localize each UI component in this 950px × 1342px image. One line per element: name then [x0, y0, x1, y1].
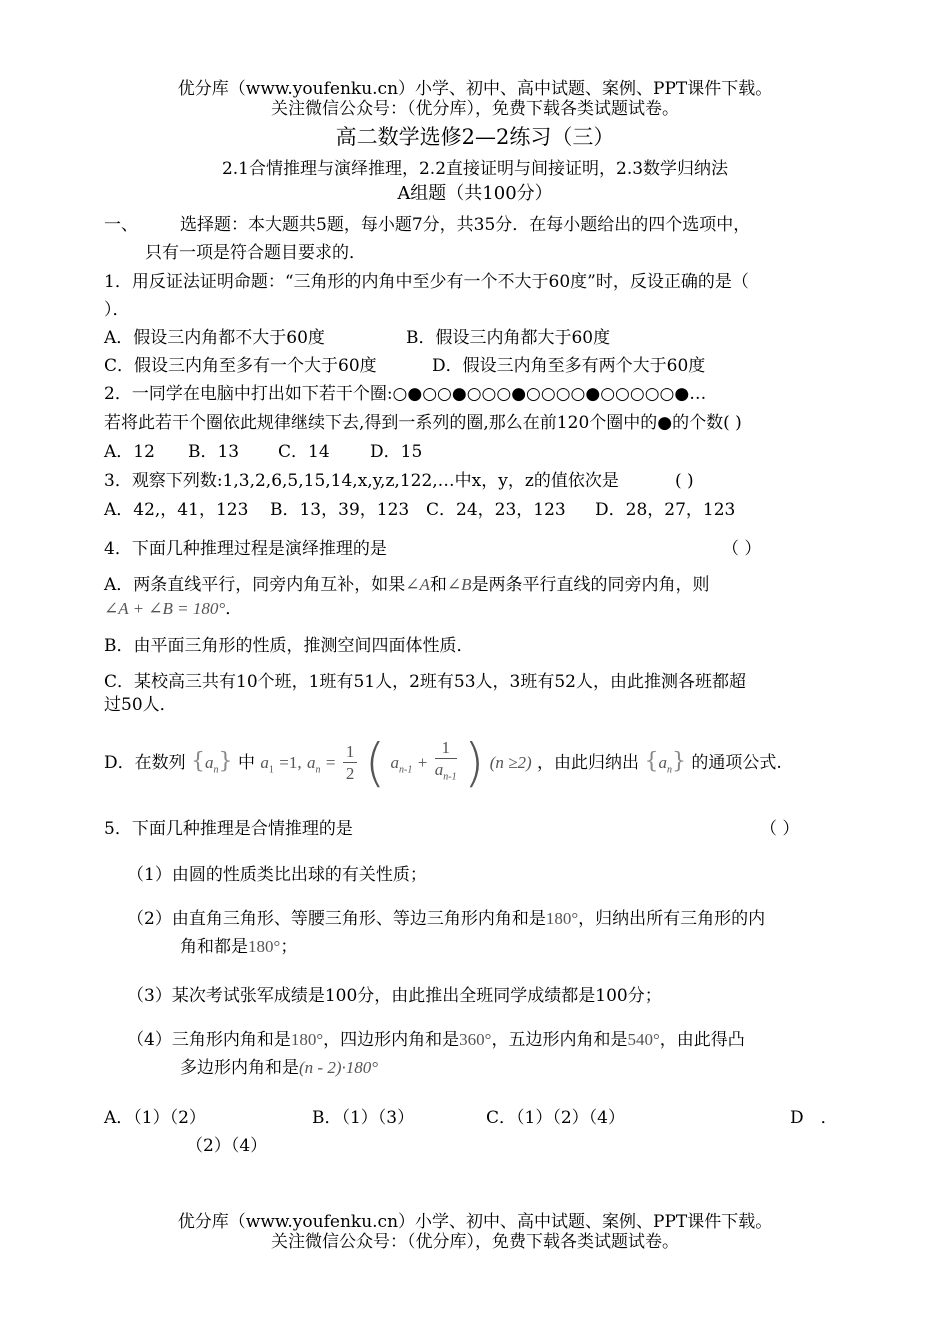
a1-symbol: a — [260, 753, 269, 772]
footer-line-1: 优分库（www.youfenku.cn）小学、初中、高中试题、案例、PPT课件下载。 — [177, 1212, 773, 1232]
seq-a: a — [205, 753, 214, 772]
q3-option-c: C．24，23，123 — [426, 500, 566, 520]
q4-option-c-line-2: 过50人． — [104, 695, 177, 715]
q5-item-4-line-1 — [127, 1029, 745, 1051]
q2-option-d: D．15 — [370, 442, 423, 462]
q5-item-2-text-d: ； — [280, 937, 298, 957]
q1-option-b: B．假设三内角都大于60度 — [406, 328, 611, 348]
q5-option-d-value: （2）（4） — [186, 1136, 268, 1156]
brace-open-icon-2: { — [644, 749, 659, 774]
q5-option-c: C．（1）（2）（4） — [486, 1108, 625, 1128]
q4-and: 和 — [429, 575, 447, 595]
deg-360: 360° — [459, 1030, 492, 1049]
brace-close-icon: } — [218, 749, 233, 774]
q2-stem-line-2: 若将此若干个圈依此规律继续下去,得到一系列的圈,那么在前120个圈中的●的个数( ) — [104, 413, 742, 433]
q3-option-a: A．42,，41，123 — [104, 500, 249, 520]
angle-sum-formula: ∠A + ∠B = 180° — [104, 599, 226, 618]
q5-item-2-line-2 — [180, 936, 297, 958]
section-instruction-line-2: 只有一项是符合题目要求的． — [145, 243, 366, 263]
angle-a: ∠A — [405, 575, 430, 594]
q4-option-d-post: ，由此归纳出 — [537, 753, 640, 773]
brace-open-icon: { — [191, 749, 206, 774]
q4-option-d: D．在数列 $\{a_n\}$ 中 $a_1 =1$, $a_n$ = $\frac{1}{2}$ ( $a_{n-1}$ + $\frac{1}{a_{n-1}}$ ) (n ≥2) ，由此归纳出 $\{a_n\}$ 的通项公式. — [104, 733, 782, 794]
q4-option-d-end: 的通项公式. — [691, 753, 782, 773]
q2-option-a: A．12 — [104, 442, 155, 462]
half-fraction: $\frac{1}{2}$ — [343, 742, 358, 785]
q5-item-4-text: （4）三角形内角和是 — [127, 1030, 291, 1050]
q5-option-d-label: D ． — [790, 1108, 838, 1128]
an-minus-1: a — [390, 753, 400, 772]
q5-item-4-text-d: ，由此得凸 — [659, 1030, 745, 1050]
q4-option-d-pre: D．在数列 — [104, 753, 186, 773]
deg-540: 540° — [627, 1030, 660, 1049]
q4-answer-paren: （ ） — [722, 539, 762, 559]
q4-option-a-end: ． — [225, 599, 243, 619]
q5-item-4-text-b: ，四边形内角和是 — [323, 1030, 460, 1050]
q2-option-b: B．13 — [188, 442, 240, 462]
angle-b: ∠B — [446, 575, 472, 594]
deg-180-c: 180° — [290, 1030, 324, 1049]
q5-item-4-line-2 — [180, 1057, 378, 1079]
q5-item-2-line-1 — [127, 908, 765, 930]
q3-stem: 3．观察下列数:1,3,2,6,5,15,14,x,y,z,122,…中x，y，z的值依次是 — [104, 471, 619, 491]
q4-option-a-text-b: 是两条平行直线的同旁内角，则 — [471, 575, 710, 595]
q5-stem: 5．下面几种推理是合情推理的是 — [104, 819, 353, 839]
q1-stem-line-2: ）． — [104, 300, 130, 320]
q1-stem-line-1: 1．用反证法证明命题：“三角形的内角中至少有一个不大于60度”时，反设正确的是（ — [104, 272, 749, 292]
q2-stem-line-1: 2．一同学在电脑中打出如下若干个圈:○●○○●○○○●○○○○●○○○○○●… — [104, 384, 707, 404]
paren-close-icon: ) — [464, 733, 485, 794]
q5-item-4-text-c: ，五边形内角和是 — [491, 1030, 628, 1050]
q5-item-1: （1）由圆的性质类比出球的有关性质； — [127, 865, 427, 885]
paren-open-icon: ( — [364, 733, 386, 794]
reciprocal-fraction: $\frac{1}{a_{n-1}}$ — [434, 738, 457, 783]
q4-option-a-line-2 — [104, 598, 242, 620]
q5-item-2-text-b: ，归纳出所有三角形的内 — [578, 909, 766, 929]
q2-option-c: C．14 — [278, 442, 330, 462]
section-instruction-line-1: 选择题：本大题共5题，每小题7分，共35分．在每小题给出的四个选项中， — [180, 215, 751, 235]
q5-option-b: B．（1）（3） — [312, 1108, 415, 1128]
footer-line-2: 关注微信公众号：（优分库），免费下载各类试题试卷。 — [271, 1232, 679, 1252]
q4-option-b: B．由平面三角形的性质，推测空间四面体性质． — [104, 636, 474, 656]
q1-option-c: C．假设三内角至多有一个大于60度 — [104, 356, 377, 376]
an-symbol: a — [307, 753, 316, 772]
plus-sign: + — [417, 753, 428, 772]
q1-option-d: D．假设三内角至多有两个大于60度 — [432, 356, 706, 376]
deg-180-b: 180° — [248, 937, 281, 956]
a1-value: =1, — [279, 753, 302, 772]
header-line-2: 关注微信公众号：（优分库），免费下载各类试题试卷。 — [271, 99, 679, 119]
q3-option-b: B．13，39，123 — [270, 500, 410, 520]
section-number: 一、 — [104, 215, 138, 235]
deg-180: 180° — [545, 909, 579, 928]
q5-item-2-text-c: 角和都是 — [180, 937, 248, 957]
polygon-angle-formula: (n - 2)·180° — [299, 1058, 379, 1077]
q1-option-a: A．假设三内角都不大于60度 — [104, 328, 325, 348]
page-title: 高二数学选修2—2练习（三） — [335, 125, 615, 149]
q5-option-a: A．（1）（2） — [104, 1108, 206, 1128]
n-condition: (n ≥2) — [489, 753, 532, 772]
q5-item-3: （3）某次考试张军成绩是100分，由此推出全班同学成绩都是100分； — [127, 986, 662, 1006]
header-line-1: 优分库（www.youfenku.cn）小学、初中、高中试题、案例、PPT课件下载。 — [177, 79, 773, 99]
q3-option-d: D．28，27，123 — [595, 500, 736, 520]
q5-answer-paren: （ ） — [760, 819, 800, 839]
page-subtitle: 2.1合情推理与演绎推理，2.2直接证明与间接证明，2.3数学归纳法 — [221, 159, 729, 179]
group-heading: A组题（共100分） — [397, 183, 553, 204]
q3-answer-paren: ( ) — [675, 471, 694, 491]
equals-sign: = — [325, 753, 336, 772]
q4-option-c-line-1: C．某校高三共有10个班，1班有51人，2班有53人，3班有52人，由此推测各班都超 — [104, 672, 746, 692]
q4-option-d-mid: 中 — [237, 753, 255, 773]
q5-item-4-text-e: 多边形内角和是 — [180, 1058, 299, 1078]
q4-stem: 4．下面几种推理过程是演绎推理的是 — [104, 539, 387, 559]
q4-option-a-line-1 — [104, 574, 710, 596]
q5-item-2-text: （2）由直角三角形、等腰三角形、等边三角形内角和是 — [127, 909, 546, 929]
brace-close-icon-2: } — [671, 749, 686, 774]
q4-option-a-text: A．两条直线平行，同旁内角互补，如果 — [104, 575, 406, 595]
